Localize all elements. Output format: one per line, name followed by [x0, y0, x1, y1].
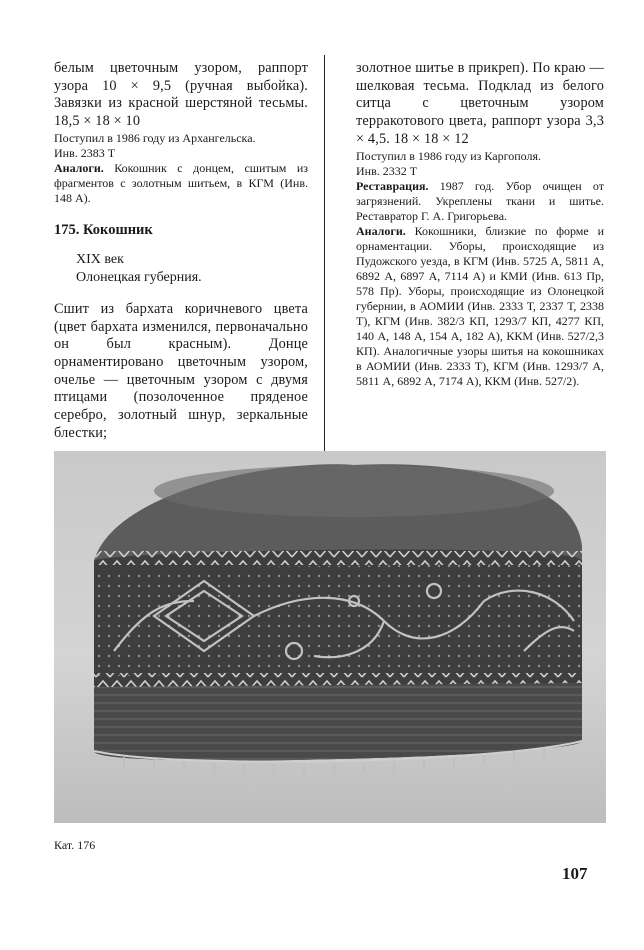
right-analogs [356, 224, 604, 389]
right-analogs-text: Кокошники, близкие по форме и орнаментации. Уборы, происходящие из Пудожского уезда, в КГМ (Инв. 5725 А, 5811 А, 6892 А, 6897 А, 7114 А) и КМИ (Инв. 613 Пр, 578 Пр). Уборы, происходящие из Олонецкой губернии, в АОМИИ (Инв. 2333 Т, 2337 Т, 2338 Т), КГМ (Инв. 382/3 КП, 1293/7 КП, 4277 КП, 140 А, 148 А, 154 А, 182 А), ККМ (Инв. 527/2,3 КП). Аналогичные узоры шитья на кокошниках в АОМИИ (Инв. 2333 Т), КГМ (Инв. 1293/7 А, 5811 А, 6892 А, 7174 А), ККМ (Инв. 527/2). [356, 223, 604, 388]
region: Олонецкая губерния. [76, 269, 202, 285]
left-analogs [54, 161, 308, 206]
right-source: Поступил в 1986 году из Каргополя. [356, 148, 541, 163]
left-analogs-label: Аналоги. [54, 160, 104, 175]
right-analogs-label: Аналоги. [356, 223, 406, 238]
left-column [54, 60, 308, 442]
kokoshnik-illustration [54, 451, 606, 823]
restoration-text: 1987 год. Убор очищен от загрязнений. Укреплены ткани и шитье. Реставратор Г. А. Григорьева. [356, 178, 604, 223]
left-inventory: Инв. 2383 Т [54, 145, 116, 160]
restoration [356, 179, 604, 224]
catalog-heading: 175. Кокошник [54, 221, 153, 238]
right-column [356, 60, 604, 389]
left-analogs-text: Кокошник с донцем, сшитым из фрагментов с золотным шитьем, в КГМ (Инв. 148 А). [54, 160, 308, 205]
century: XIX век [76, 251, 124, 267]
column-divider [324, 55, 325, 460]
photo-caption: Кат. 176 [54, 838, 96, 852]
left-paragraph-1: белым цветочным узором, раппорт узора 10 × 9,5 (ручная выбойка). Завязки из красной шерстяной тесьмы. 18,5 × 18 × 10 [54, 60, 308, 130]
kokoshnik-photo [54, 451, 606, 823]
right-inventory: Инв. 2332 Т [356, 163, 418, 178]
page-number: 107 [562, 864, 588, 883]
left-source: Поступил в 1986 году из Архангельска. [54, 130, 256, 145]
restoration-label: Реставрация. [356, 178, 429, 193]
right-paragraph-1: золотное шитье в прикреп). По краю — шелковая тесьма. Подклад из белого ситца с цветочным узором терракотового цвета, раппорт узора 3,3 × 4,5. 18 × 18 × 12 [356, 60, 604, 147]
left-description: Сшит из бархата коричневого цвета (цвет бархата изменился, первоначально он был красным). Донце орнаментировано цветочным узором, очелье — цветочным узором с двумя птицами (позолоченное пряденое серебро, золотный шнур, зеркальные блестки; [54, 300, 308, 441]
